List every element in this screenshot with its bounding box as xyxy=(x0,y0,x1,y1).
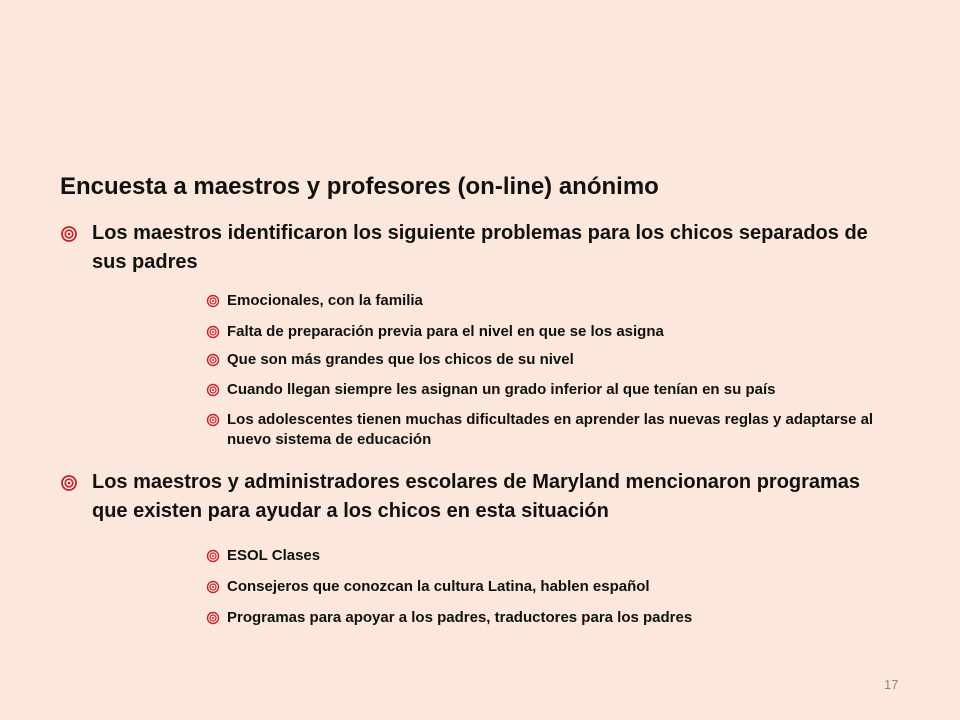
page-number: 17 xyxy=(884,677,899,692)
bullet-level1 xyxy=(60,468,900,526)
target-icon xyxy=(206,322,222,342)
bullet-level2 xyxy=(206,322,906,342)
bullet-text: Programas para apoyar a los padres, traductores para los padres xyxy=(227,609,693,626)
bullet-level2 xyxy=(206,608,906,628)
target-icon xyxy=(206,410,222,430)
bullet-text: Los adolescentes tienen muchas dificultades en aprender las nuevas reglas y adaptarse al nuevo sistema de educación xyxy=(227,411,874,448)
target-icon xyxy=(206,577,222,597)
bullet-level2 xyxy=(206,410,906,450)
bullet-level2 xyxy=(206,350,906,370)
target-icon xyxy=(206,380,222,400)
target-icon xyxy=(60,468,82,497)
bullet-text: Consejeros que conozcan la cultura Latina, hablen español xyxy=(227,578,650,595)
bullet-text: Los maestros y administradores escolares de Maryland mencionaron programas que existen para ayudar a los chicos en esta situación xyxy=(92,471,861,522)
bullet-level2 xyxy=(206,546,906,566)
bullet-text: ESOL Clases xyxy=(227,547,321,564)
target-icon xyxy=(60,219,82,248)
bullet-level2 xyxy=(206,577,906,597)
target-icon xyxy=(206,350,222,370)
bullet-text: Falta de preparación previa para el nivel en que se los asigna xyxy=(227,323,664,340)
target-icon xyxy=(206,546,222,566)
target-icon xyxy=(206,291,222,311)
bullet-level2 xyxy=(206,291,906,311)
slide-heading: Encuesta a maestros y profesores (on-line) anónimo xyxy=(60,173,659,200)
bullet-text: Emocionales, con la familia xyxy=(227,292,423,309)
bullet-text: Los maestros identificaron los siguiente problemas para los chicos separados de sus padres xyxy=(92,222,868,273)
bullet-text: Cuando llegan siempre les asignan un grado inferior al que tenían en su país xyxy=(227,381,776,398)
target-icon xyxy=(206,608,222,628)
bullet-level2 xyxy=(206,380,906,400)
bullet-level1 xyxy=(60,219,900,277)
bullet-text: Que son más grandes que los chicos de su nivel xyxy=(227,351,574,368)
